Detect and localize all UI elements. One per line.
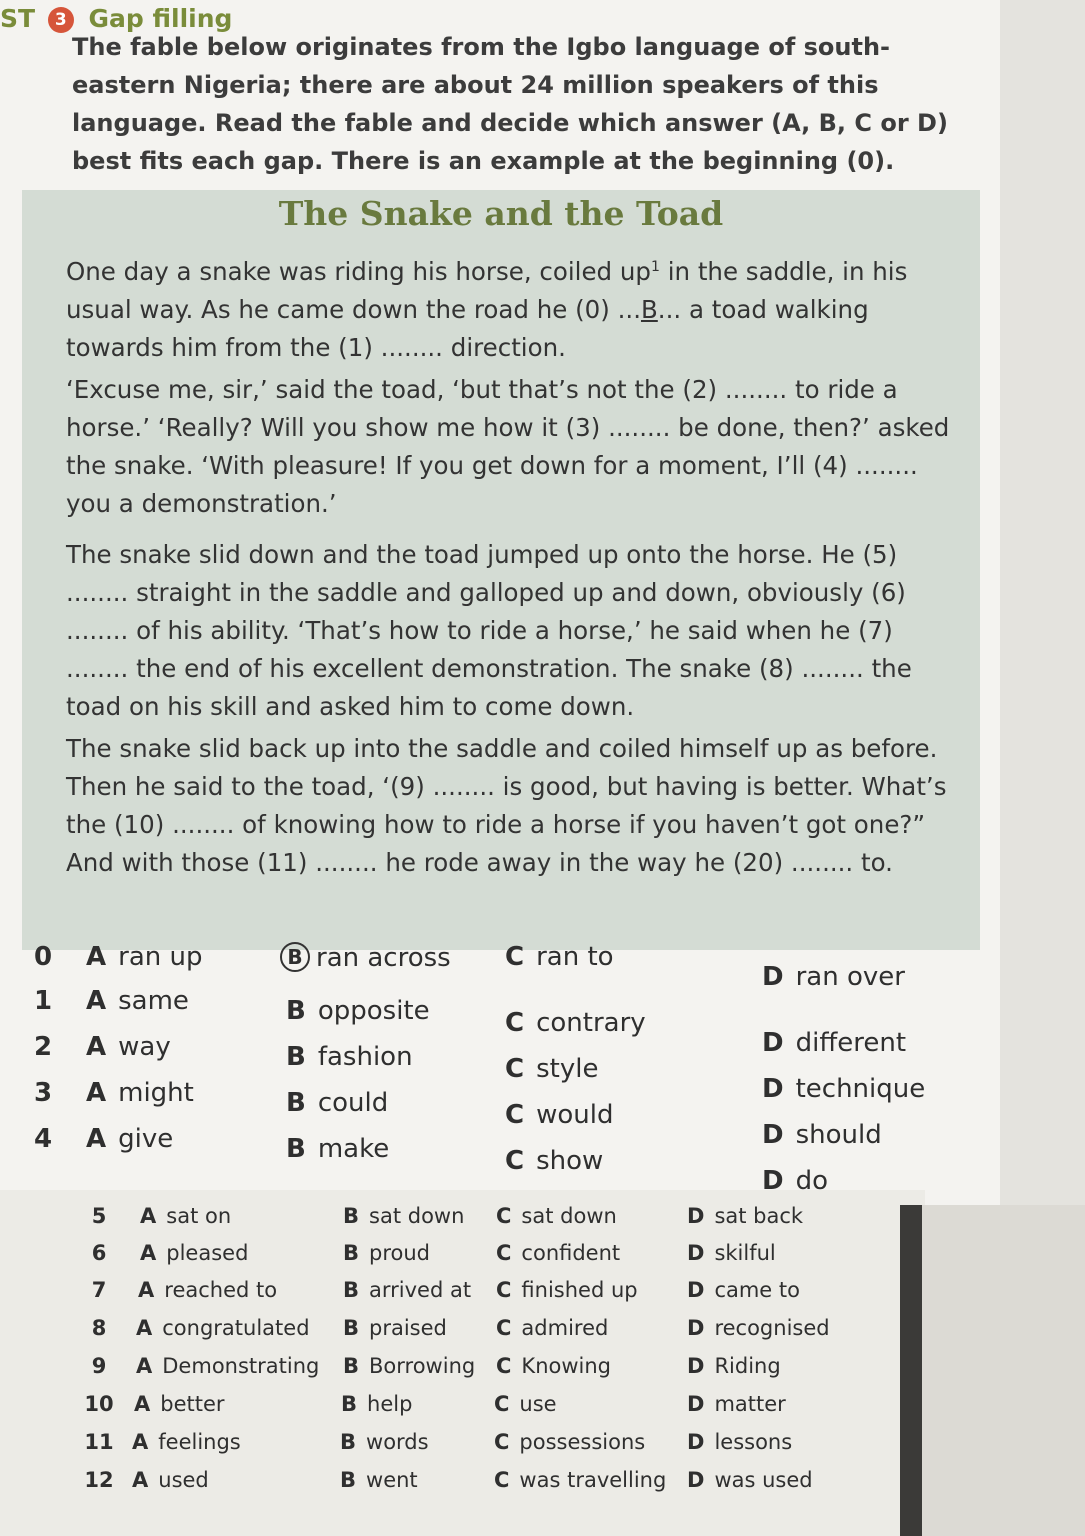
- option-d[interactable]: D matter: [687, 1392, 786, 1416]
- option-d[interactable]: D skilful: [687, 1241, 776, 1265]
- option-a[interactable]: A used: [132, 1468, 209, 1492]
- option-d[interactable]: D should: [762, 1120, 882, 1150]
- option-a[interactable]: A way: [86, 1032, 171, 1062]
- option-d[interactable]: D ran over: [762, 962, 905, 992]
- option-d[interactable]: D was used: [687, 1468, 813, 1492]
- fable-paragraph-4: The snake slid back up into the saddle and coiled himself up as before. Then he said to the toad, ‘(9) ........ is good, but having is better. What’s the (10) ........ of knowing how to ride a horse if you haven’t got one?” And with those (11) ........ he rode away in the way he (20) ........ to.: [66, 734, 947, 877]
- option-d[interactable]: D Riding: [687, 1354, 781, 1378]
- option-c[interactable]: C ran to: [505, 942, 614, 972]
- option-c[interactable]: C show: [505, 1146, 604, 1176]
- option-c[interactable]: C style: [505, 1054, 599, 1084]
- footnote-mark: 1: [650, 259, 660, 275]
- option-d[interactable]: D lessons: [687, 1430, 793, 1454]
- option-c[interactable]: C was travelling: [494, 1468, 667, 1492]
- option-d[interactable]: D technique: [762, 1074, 926, 1104]
- fable-paragraph-1: [66, 248, 951, 367]
- section-title: Gap filling: [88, 4, 233, 33]
- question-number: 4: [34, 1124, 53, 1154]
- option-d[interactable]: D sat back: [687, 1204, 804, 1228]
- option-a[interactable]: A pleased: [140, 1241, 249, 1265]
- option-a[interactable]: A give: [86, 1124, 174, 1154]
- option-c[interactable]: C possessions: [494, 1430, 646, 1454]
- option-c[interactable]: C finished up: [496, 1278, 638, 1302]
- p1-text-b: in the saddle, in his usual way. As he came down the road he (0) ...: [66, 257, 908, 325]
- option-b[interactable]: B sat down: [343, 1204, 465, 1228]
- option-a[interactable]: A ran up: [86, 942, 203, 972]
- option-b[interactable]: B arrived at: [343, 1278, 472, 1302]
- task-number-badge: 3: [48, 7, 74, 33]
- instructions-text: The fable below originates from the Igbo language of south-eastern Nigeria; there are about 24 million speakers of this language. Read the fable and decide which answer (A, B, C or D) best fits each gap. There is an example at the beginning (0).: [72, 33, 948, 175]
- p1-text-a: One day a snake was riding his horse, coiled up: [66, 257, 651, 287]
- option-d[interactable]: D different: [762, 1028, 907, 1058]
- page-edge: [922, 1205, 1085, 1536]
- option-c[interactable]: C sat down: [496, 1204, 617, 1228]
- section-prefix: ST: [0, 4, 36, 33]
- question-number: 3: [34, 1078, 53, 1108]
- option-a[interactable]: A might: [86, 1078, 194, 1108]
- option-a[interactable]: A congratulated: [136, 1316, 310, 1340]
- option-a[interactable]: A sat on: [140, 1204, 232, 1228]
- question-number: 1: [34, 986, 53, 1016]
- option-b[interactable]: B make: [286, 1134, 390, 1164]
- option-d[interactable]: D came to: [687, 1278, 800, 1302]
- book-spine: [900, 1205, 922, 1536]
- option-c[interactable]: C use: [494, 1392, 557, 1416]
- option-a[interactable]: A Demonstrating: [136, 1354, 320, 1378]
- option-b[interactable]: B fashion: [286, 1042, 413, 1072]
- option-b[interactable]: B Borrowing: [343, 1354, 476, 1378]
- option-c[interactable]: C confident: [496, 1241, 621, 1265]
- circled-answer: B: [280, 942, 310, 972]
- option-b-circled[interactable]: B ran across: [280, 942, 451, 973]
- option-c[interactable]: C would: [505, 1100, 614, 1130]
- question-number: 0: [34, 942, 53, 972]
- fable-title: The Snake and the Toad: [278, 194, 724, 233]
- option-c[interactable]: C admired: [496, 1316, 609, 1340]
- fable-paragraph-3: The snake slid down and the toad jumped up onto the horse. He (5) ........ straight in the saddle and galloped up and down, obviously (6) ........ of his ability. ‘That’s how to ride a horse,’ he said when he (7) ........ the end of his excellent demonstration. The snake (8) ........ the toad on his skill and asked him to come down.: [66, 540, 912, 721]
- option-a[interactable]: A same: [86, 986, 189, 1016]
- option-b[interactable]: B opposite: [286, 996, 430, 1026]
- fable-paragraph-2: ‘Excuse me, sir,’ said the toad, ‘but that’s not the (2) ........ to ride a horse.’ ‘Really? Will you show me how it (3) ........ be done, then?’ asked the snake. ‘With pleasure! If you get down for a moment, I’ll (4) ........ you a demonstration.’: [66, 375, 950, 518]
- option-b[interactable]: B praised: [343, 1316, 447, 1340]
- option-a[interactable]: A feelings: [132, 1430, 241, 1454]
- p1-text-c: ... a toad walking towards him from the (1) ........ direction.: [66, 295, 869, 363]
- option-a[interactable]: A reached to: [138, 1278, 278, 1302]
- option-b[interactable]: B could: [286, 1088, 389, 1118]
- option-b[interactable]: B help: [341, 1392, 413, 1416]
- option-b[interactable]: B proud: [343, 1241, 431, 1265]
- question-number: 2: [34, 1032, 53, 1062]
- option-d[interactable]: D do: [762, 1166, 829, 1196]
- option-c[interactable]: C contrary: [505, 1008, 646, 1038]
- example-answer-handwritten: B: [640, 295, 658, 325]
- option-b[interactable]: B words: [340, 1430, 429, 1454]
- option-b[interactable]: B went: [340, 1468, 418, 1492]
- option-d[interactable]: D recognised: [687, 1316, 830, 1340]
- option-a[interactable]: A better: [134, 1392, 225, 1416]
- fable-box: [22, 190, 980, 950]
- option-c[interactable]: C Knowing: [496, 1354, 611, 1378]
